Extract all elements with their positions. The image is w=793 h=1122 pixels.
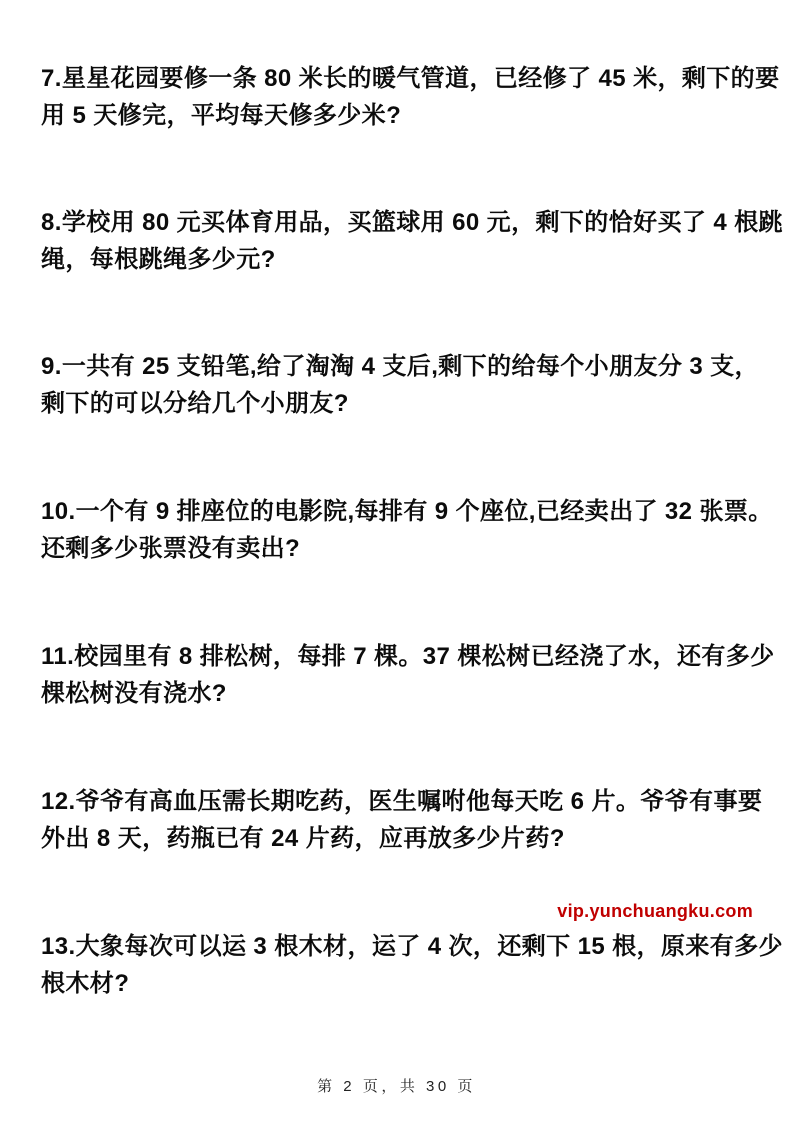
site-watermark: vip.yunchuangku.com: [557, 901, 753, 921]
problem-13: [41, 928, 783, 1002]
problem-9-line-1: 9.一共有 25 支铅笔,给了淘淘 4 支后,剩下的给每个小朋友分 3 支，: [41, 353, 759, 380]
problem-13-line-2: 根木材?: [41, 970, 130, 997]
problem-8-line-2: 绳，每根跳绳多少元?: [41, 246, 276, 273]
problem-7-line-2: 用 5 天修完，平均每天修多少米?: [41, 102, 402, 129]
problem-10-line-2: 还剩多少张票没有卖出?: [41, 535, 301, 562]
problem-12-line-2: 外出 8 天，药瓶已有 24 片药，应再放多少片药?: [41, 825, 565, 852]
problem-8: [41, 204, 783, 278]
problem-13-line-1: 13.大象每次可以运 3 根木材，运了 4 次，还剩下 15 根，原来有多少: [41, 933, 783, 960]
problem-9: [41, 348, 757, 422]
problem-9-line-2: 剩下的可以分给几个小朋友?: [41, 390, 349, 417]
problem-8-line-1: 8.学校用 80 元买体育用品，买篮球用 60 元，剩下的恰好买了 4 根跳: [41, 209, 783, 236]
problem-7: [41, 60, 780, 134]
problem-12: [41, 783, 763, 857]
problem-11-line-1: 11.校园里有 8 排松树，每排 7 棵。37 棵松树已经浇了水，还有多少: [41, 643, 775, 670]
problem-11-line-2: 棵松树没有浇水?: [41, 680, 227, 707]
problem-12-line-1: 12.爷爷有高血压需长期吃药，医生嘱咐他每天吃 6 片。爷爷有事要: [41, 788, 763, 815]
problem-10-line-1: 10.一个有 9 排座位的电影院,每排有 9 个座位,已经卖出了 32 张票。: [41, 498, 773, 525]
problem-7-line-1: 7.星星花园要修一条 80 米长的暖气管道，已经修了 45 米，剩下的要: [41, 65, 780, 92]
problem-10: [41, 493, 773, 567]
page-number-footer: 第 2 页，共 30 页: [317, 1078, 476, 1095]
problem-11: [41, 638, 775, 712]
